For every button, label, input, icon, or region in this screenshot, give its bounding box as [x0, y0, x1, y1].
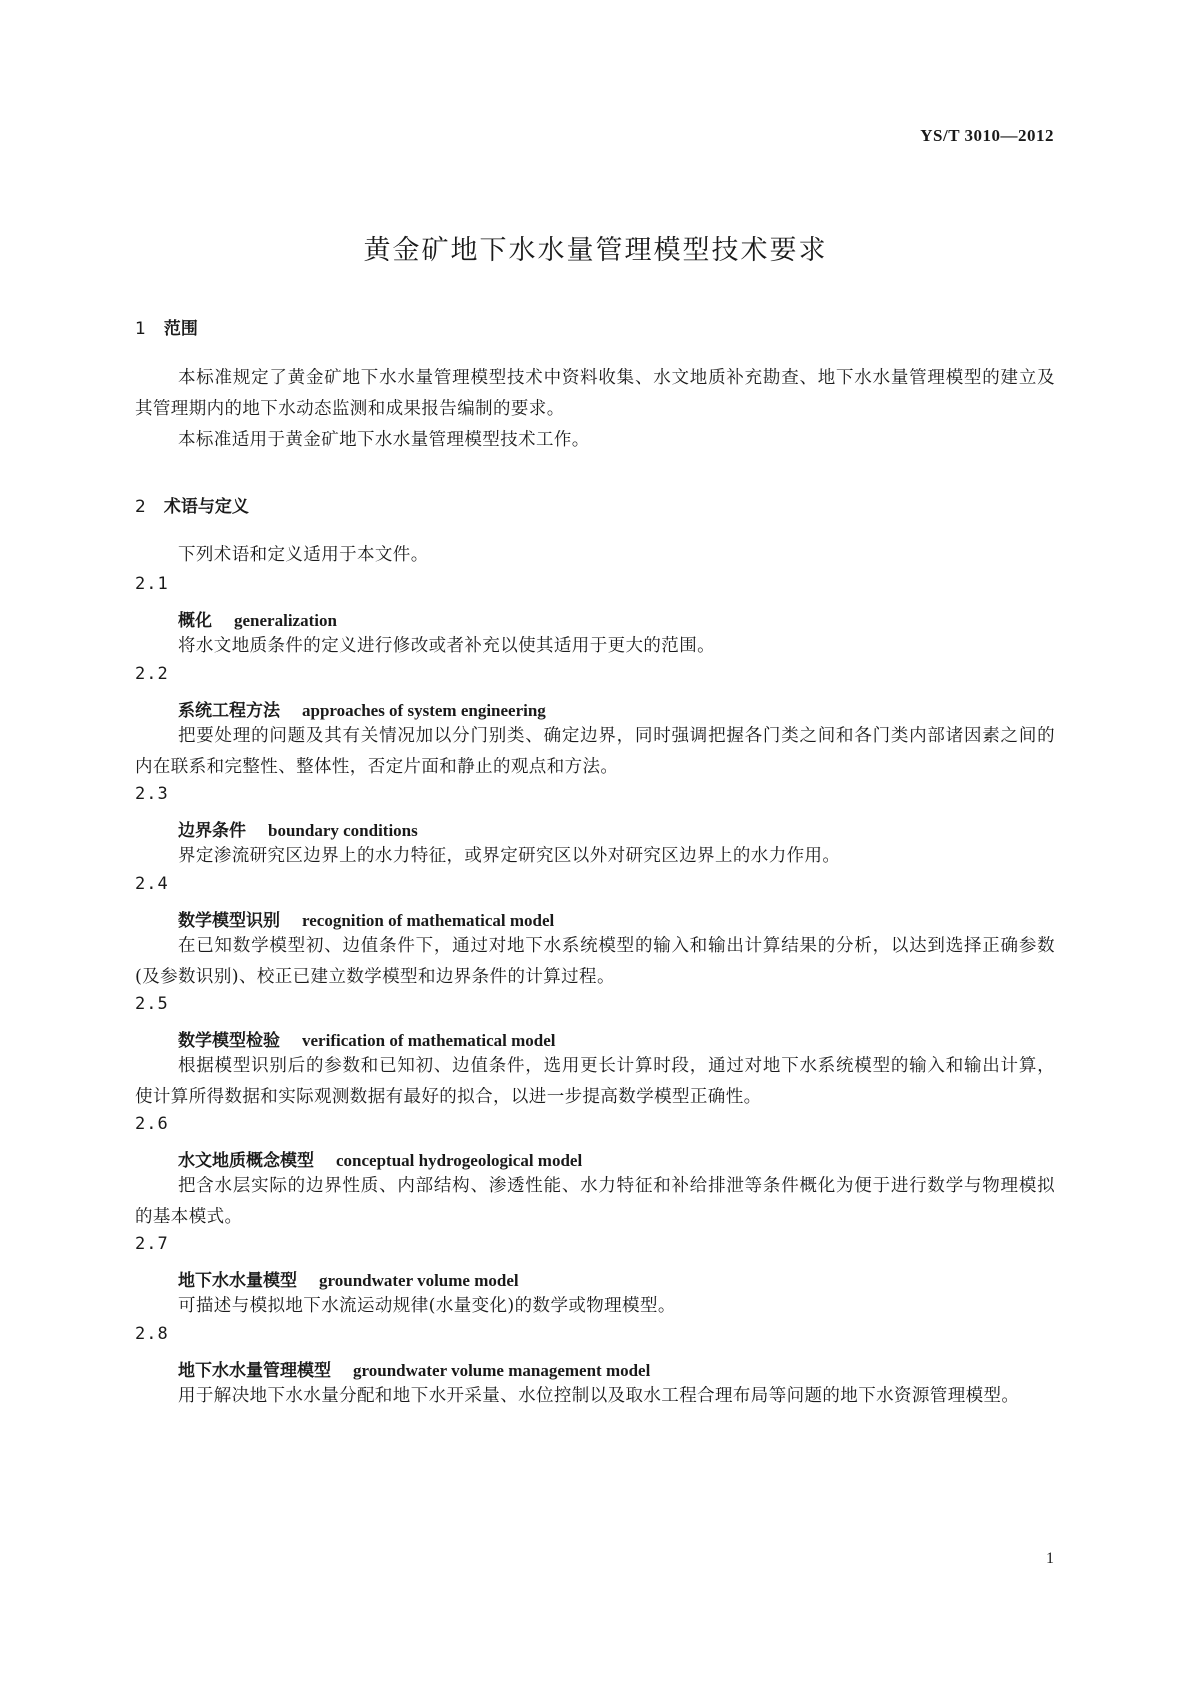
section-2-heading: [135, 492, 249, 517]
term-definition: 把含水层实际的边界性质、内部结构、渗透性能、水力特征和补给排泄等条件概化为便于进行数学与物理模拟的基本模式。: [135, 1176, 1055, 1227]
document-title: 黄金矿地下水水量管理模型技术要求: [363, 235, 828, 266]
term-en: recognition of mathematical model: [302, 911, 555, 930]
term-zh: 系统工程方法: [178, 701, 280, 721]
section-number: 2: [135, 497, 146, 517]
term-definition: 把要处理的问题及其有关情况加以分门别类、确定边界，同时强调把握各门类之间和各门类内部诸因素之间的内在联系和完整性、整体性，否定片面和静止的观点和方法。: [135, 726, 1055, 777]
term-zh: 边界条件: [178, 821, 246, 841]
term-definition: 在已知数学模型初、边值条件下，通过对地下水系统模型的输入和输出计算结果的分析，以达到选择正确参数(及参数识别)、校正已建立数学模型和边界条件的计算过程。: [135, 936, 1055, 987]
term-definition: 用于解决地下水水量分配和地下水开采量、水位控制以及取水工程合理布局等问题的地下水资源管理模型。: [178, 1386, 1020, 1406]
page-number: 1: [1046, 1550, 1054, 1567]
section-1-heading: [135, 314, 198, 339]
term-heading: [178, 1026, 556, 1051]
terms-intro: 下列术语和定义适用于本文件。: [178, 545, 429, 565]
term-number: 2.3: [135, 784, 169, 804]
term-zh: 概化: [178, 611, 212, 631]
term-number: 2.1: [135, 574, 169, 594]
term-heading: [178, 1146, 582, 1171]
term-definition: 根据模型识别后的参数和已知初、边值条件，选用更长计算时段，通过对地下水系统模型的输入和输出计算，使计算所得数据和实际观测数据有最好的拟合，以进一步提高数学模型正确性。: [135, 1056, 1055, 1107]
term-zh: 数学模型识别: [178, 911, 280, 931]
term-heading: [178, 816, 418, 841]
term-en: verification of mathematical model: [302, 1031, 556, 1050]
term-en: groundwater volume management model: [353, 1361, 651, 1380]
section-title: 术语与定义: [163, 497, 249, 517]
term-en: boundary conditions: [268, 821, 418, 840]
term-heading: [178, 906, 554, 931]
term-zh: 数学模型检验: [178, 1031, 280, 1051]
scope-paragraph-1: 本标准规定了黄金矿地下水水量管理模型技术中资料收集、水文地质补充勘查、地下水水量管理模型的建立及其管理期内的地下水动态监测和成果报告编制的要求。: [135, 368, 1055, 419]
term-zh: 地下水水量管理模型: [178, 1361, 331, 1381]
term-number: 2.4: [135, 874, 169, 894]
section-number: 1: [135, 319, 146, 339]
term-zh: 水文地质概念模型: [178, 1151, 314, 1171]
term-definition: 可描述与模拟地下水流运动规律(水量变化)的数学或物理模型。: [178, 1296, 676, 1316]
term-heading: [178, 1266, 519, 1291]
term-number: 2.6: [135, 1114, 169, 1134]
scope-paragraph-2: 本标准适用于黄金矿地下水水量管理模型技术工作。: [178, 430, 590, 450]
term-number: 2.8: [135, 1324, 169, 1344]
term-number: 2.5: [135, 994, 169, 1014]
term-en: conceptual hydrogeological model: [336, 1151, 583, 1170]
term-number: 2.7: [135, 1234, 169, 1254]
term-number: 2.2: [135, 664, 169, 684]
term-heading: [178, 1356, 650, 1381]
term-en: groundwater volume model: [319, 1271, 519, 1290]
term-heading: [178, 696, 546, 721]
term-en: approaches of system engineering: [302, 701, 546, 720]
term-definition: 界定渗流研究区边界上的水力特征，或界定研究区以外对研究区边界上的水力作用。: [178, 846, 841, 866]
term-definition: 将水文地质条件的定义进行修改或者补充以使其适用于更大的范围。: [178, 636, 715, 656]
term-zh: 地下水水量模型: [178, 1271, 297, 1291]
term-heading: [178, 606, 337, 631]
term-en: generalization: [234, 611, 337, 630]
section-title: 范围: [163, 319, 198, 339]
standard-code: YS/T 3010—2012: [920, 126, 1054, 145]
